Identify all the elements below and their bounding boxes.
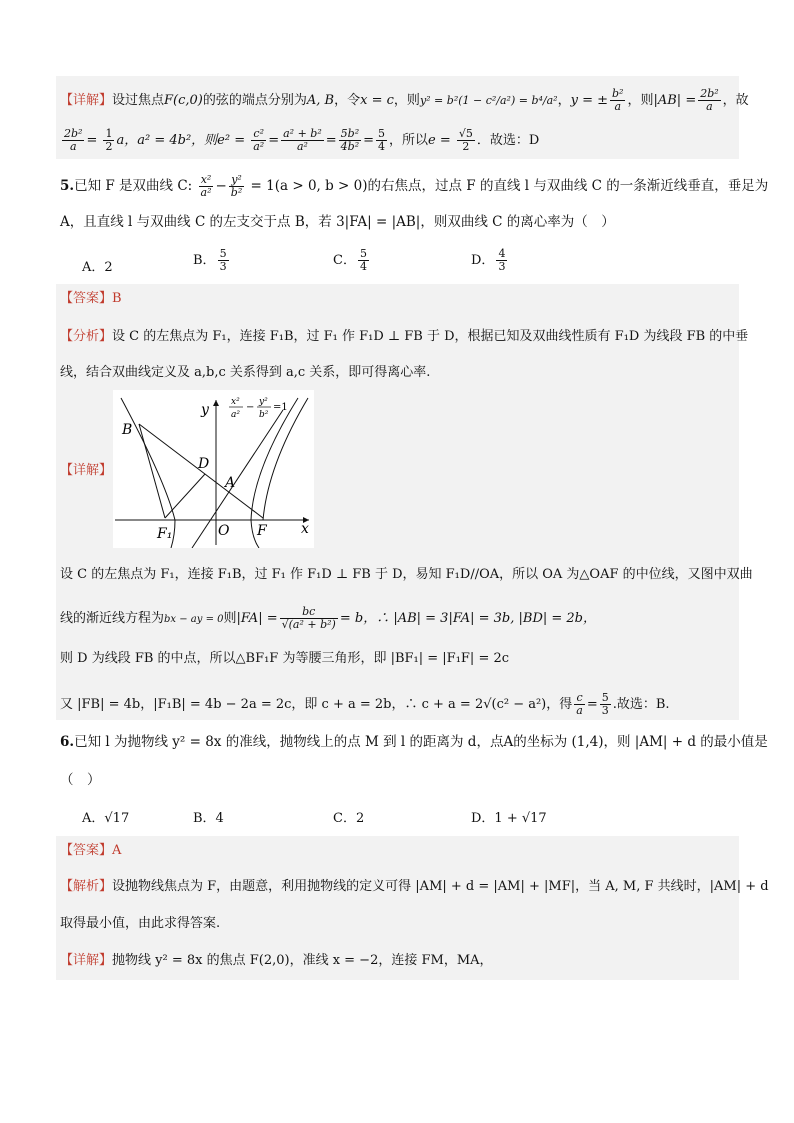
q5-answer: 【答案】B (60, 291, 122, 306)
label-A: A (225, 475, 236, 491)
label-F: F (257, 523, 267, 539)
q5-option-a[interactable]: A．2 (82, 260, 113, 275)
figure-background (113, 390, 314, 548)
q5-detail-line3: 则 D 为线段 FB 的中点，所以△BF₁F 为等腰三角形，即 |BF₁| = |F₁F| = 2c (60, 651, 510, 666)
hyperbola-figure (113, 390, 314, 548)
q6-analysis-line1: 【解析】设抛物线焦点为 F，由题意，利用抛物线的定义可得 |AM| + d = |AM| + |MF|，当 A, M, F 共线时，|AM| + d (60, 879, 769, 894)
detail-q4-line2: $\frac{\text{2b²}}{a}$ = $\frac{1}{2}$ a，a² = 4b²，则e² = $\frac{\text{c²}}{\text{a²}}$ = $\frac{\text{a² + b²}}{\text{a²}}$ = $\frac{\text{5b²}}{\text{4b²}}$ = $\frac{5}{4}$ ，所以e = $\frac{√5}{2}$ ．故选：D (64, 127, 540, 153)
question-6-line2: （ ） (60, 772, 101, 788)
q6-option-d[interactable]: D．1 + √17 (471, 811, 547, 826)
label-O: O (218, 523, 230, 539)
eq-x2: x² (231, 397, 240, 407)
label-F1: F₁ (157, 526, 173, 542)
detail-q4-line1: 【详解】设过焦点F(c,0)的弦的端点分别为A, B，令x = c，则y² = b²(1 − c²/a²) = b⁴/a²，y = ± $\frac{\text{b²}}{a}$ ，则|AB| = $\frac{\text{2b²}}{a}$ ，故 (60, 87, 749, 113)
label-y: y (201, 402, 209, 418)
q6-option-c[interactable]: C．2 (333, 811, 365, 826)
q5-detail-line1: 设 C 的左焦点为 F₁，连接 F₁B，过 F₁ 作 F₁D ⊥ FB 于 D，易知 F₁D//OA，所以 OA 为△OAF 的中位线，又图中双曲 (60, 567, 753, 582)
label-x: x (301, 521, 309, 537)
q5-option-b[interactable]: B． $\frac{5}{3}$ (193, 247, 227, 273)
eq-rhs: =1 (273, 402, 288, 413)
detail-tag: 【详解】 (60, 93, 113, 108)
q5-detail-tag: 【详解】 (60, 463, 113, 478)
question-6-line1: 6.已知 l 为抛物线 y² = 8x 的准线，抛物线上的点 M 到 l 的距离为 d，点A的坐标为 (1,4)，则 |AM| + d 的最小值是 (60, 734, 768, 750)
q6-option-a[interactable]: A．√17 (82, 811, 130, 826)
eq-a2: a² (231, 410, 240, 420)
label-B: B (122, 422, 133, 438)
q6-detail-line1: 【详解】抛物线 y² = 8x 的焦点 F(2,0)，准线 x = −2，连接 FM，MA， (60, 953, 493, 968)
eq-b2: b² (259, 410, 269, 420)
q5-detail-line4: 又 |FB| = 4b，|F₁B| = 4b − 2a = 2c，即 c + a = 2b，∴ c + a = 2√(c² − a²)，得 $\frac{c}{a}$ = $\frac{5}{3}$ .故选：B. (60, 691, 670, 717)
q5-analysis-line1: 【分析】设 C 的左焦点为 F₁，连接 F₁B，过 F₁ 作 F₁D ⊥ FB 于 D，根据已知及双曲线性质有 F₁D 为线段 FB 的中垂 (60, 329, 749, 344)
q6-option-b[interactable]: B．4 (193, 811, 224, 826)
q5-detail-line2: 线的渐近线方程为bx − ay = 0则|FA| = $\frac{bc}{\text{√(a² + b²)}}$ = b，∴ |AB| = 3|FA| = 3b, |BD| = 2b， (60, 605, 596, 631)
question-5-line1: 5.已知 F 是双曲线 C: $\frac{\text{x²}}{\text{a²}}$ − $\frac{\text{y²}}{\text{b²}}$ = 1(a > 0, b > 0)的右焦点，过点 F 的直线 l 与双曲线 C 的一条渐近线垂直，垂足为 (60, 173, 769, 199)
q6-answer: 【答案】A (60, 843, 122, 858)
question-5-line2: A，且直线 l 与双曲线 C 的左支交于点 B，若 3|FA| = |AB|，则双曲线 C 的离心率为（ ） (60, 214, 615, 230)
eq-minus: − (246, 402, 255, 413)
q5-analysis-line2: 线，结合双曲线定义及 a,b,c 关系得到 a,c 关系，即可得离心率. (60, 365, 431, 380)
q6-analysis-line2: 取得最小值，由此求得答案. (60, 916, 221, 931)
eq-y2: y² (259, 397, 268, 407)
label-D: D (198, 456, 210, 472)
q5-option-c[interactable]: C． $\frac{5}{4}$ (333, 247, 367, 273)
q5-option-d[interactable]: D． $\frac{4}{3}$ (471, 247, 506, 273)
